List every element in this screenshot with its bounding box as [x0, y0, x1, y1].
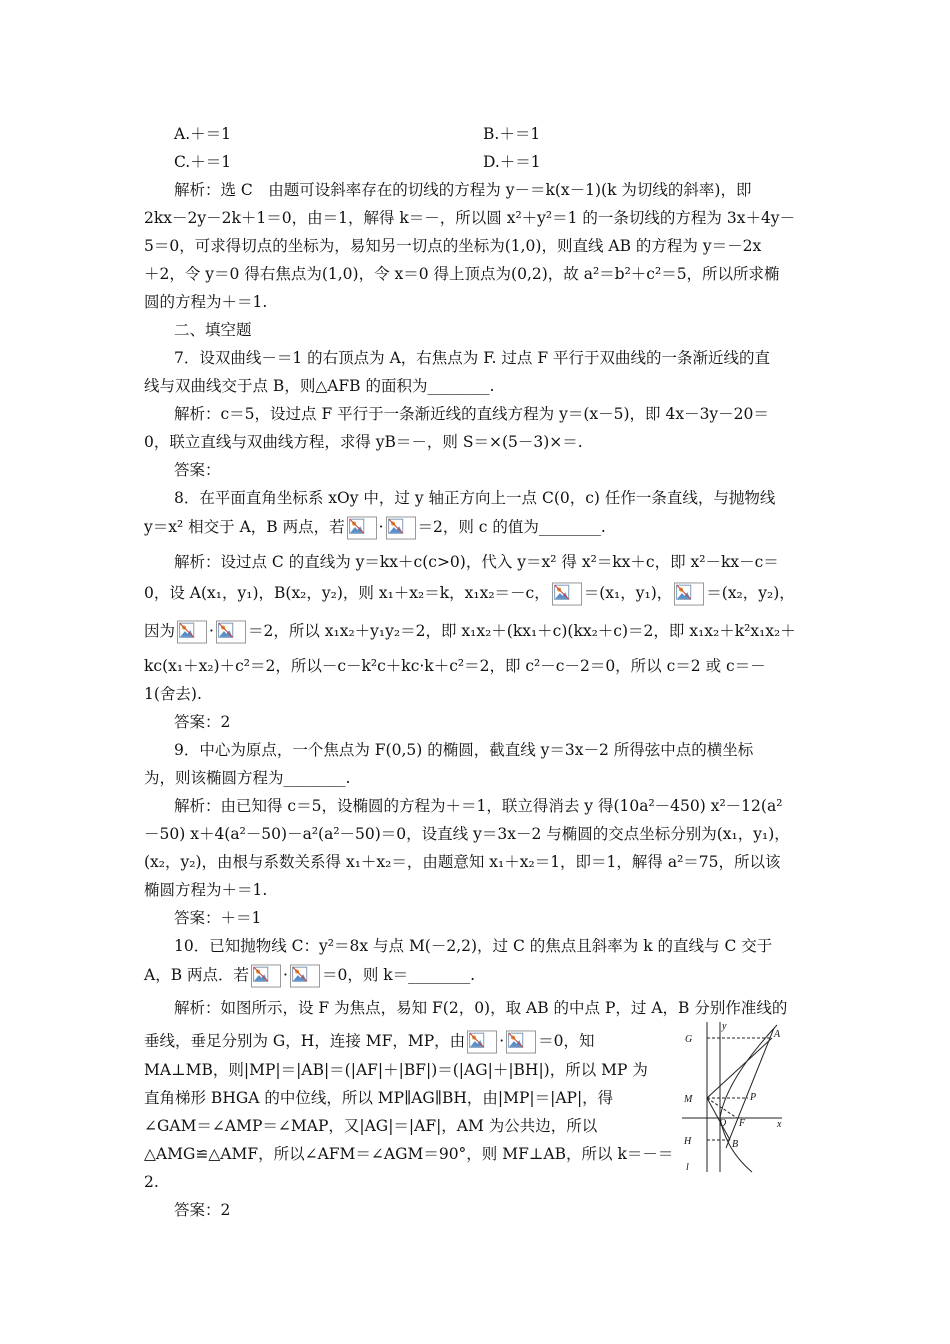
q10-solution: 直角梯形 BHGA 的中位线，所以 MP∥AG∥BH，由|MP|＝|AP|，得 [144, 1089, 614, 1107]
q10-stem [144, 964, 475, 988]
q8-solution [144, 620, 796, 644]
vector-oa-image [347, 516, 377, 540]
q7-solution: 解析：c＝5，设过点 F 平行于一条渐近线的直线方程为 y＝(x－5)，即 4x－3y－20＝ [174, 405, 769, 423]
q8-solution: 1(舍去). [144, 685, 202, 703]
q9-stem: 为，则该椭圆方程为________. [144, 769, 351, 787]
q8-stem: 8．在平面直角坐标系 xOy 中，过 y 轴正方向上一点 C(0，c) 任作一条直线，与抛物线 [174, 489, 776, 507]
label-p: P [750, 1092, 757, 1103]
q8-solution [144, 582, 795, 606]
label-a: A [774, 1029, 781, 1040]
section-title: 二、填空题 [174, 321, 252, 339]
dot-operator: · [378, 518, 384, 536]
vector-oa-image [177, 620, 207, 644]
q8-solution-text: ＝(x₁，y₁)， [583, 584, 673, 602]
vector-ma-image [467, 1030, 497, 1054]
q9-solution: 椭圆方程为＋＝1. [144, 881, 268, 899]
label-m: M [684, 1094, 693, 1105]
q8-solution-text: 0，设 A(x₁，y₁)，B(x₂，y₂)，则 x₁＋x₂＝k，x₁x₂＝－c， [144, 584, 550, 602]
vector-ob-image [216, 620, 246, 644]
label-x: x [777, 1119, 782, 1130]
q10-solution: MA⊥MB，则|MP|＝|AB|＝(|AF|＋|BF|)＝(|AG|＋|BH|)，所以 MP 为 [144, 1061, 648, 1079]
q9-solution: (x₂，y₂)，由根与系数关系得 x₁＋x₂＝，由题意知 x₁＋x₂＝1，即＝1，解得 a²＝75，所以该 [144, 853, 781, 871]
vector-mb-image [506, 1030, 536, 1054]
q6-solution-line: ＋2，令 y＝0 得右焦点为(1,0)，令 x＝0 得上顶点为(0,2)，故 a²＝b²＋c²＝5，所以所求椭 [144, 265, 780, 283]
q8-stem-text: ＝2，则 c 的值为________. [417, 518, 606, 536]
q10-solution-text: ＝0，知 [538, 1032, 595, 1050]
label-o: O [719, 1118, 727, 1129]
q10-stem: 10．已知抛物线 C：y²＝8x 与点 M(－2,2)，过 C 的焦点且斜率为 k 的直线与 C 交于 [174, 937, 773, 955]
label-y: y [722, 1021, 727, 1032]
vector-ob-image [674, 582, 704, 606]
q6-solution-line: 圆的方程为＋＝1. [144, 293, 268, 311]
q8-stem-text: y＝x² 相交于 A，B 两点，若 [144, 518, 345, 536]
q7-stem: 线与双曲线交于点 B，则△AFB 的面积为________. [144, 377, 495, 395]
q6-solution-line: 2kx－2y－2k＋1＝0，由＝1，解得 k＝－，所以圆 x²＋y²＝1 的一条切线的方程为 3x＋4y－ [144, 209, 796, 227]
option-b: B.＋＝1 [483, 125, 541, 143]
q10-solution: △AMG≌△AMF，所以∠AFM＝∠AGM＝90°，则 MF⊥AB，所以 k＝－＝ [144, 1145, 674, 1163]
label-h: H [684, 1136, 692, 1147]
vector-ma-image [251, 964, 281, 988]
q9-solution: 解析：由已知得 c＝5，设椭圆的方程为＋＝1，联立得消去 y 得(10a²－450) x²－12(a² [174, 797, 783, 815]
q10-stem-text: ＝0，则 k＝________. [321, 966, 476, 984]
q8-solution: 解析：设过点 C 的直线为 y＝kx＋c(c>0)，代入 y＝x² 得 x²＝kx＋c，即 x²－kx－c＝ [174, 553, 779, 571]
q9-stem: 9．中心为原点，一个焦点为 F(0,5) 的椭圆，截直线 y＝3x－2 所得弦中点的横坐标 [174, 741, 754, 759]
q8-solution-text: 因为 [144, 622, 176, 640]
q10-solution: 2. [144, 1173, 159, 1191]
vector-ob-image [386, 516, 416, 540]
q10-solution-text: 垂线，垂足分别为 G，H，连接 MF，MP，由 [144, 1032, 466, 1050]
q6-solution-line: 解析：选 C 由题可设斜率存在的切线的方程为 y－＝k(x－1)(k 为切线的斜率)，即 [174, 181, 752, 199]
label-b: B [732, 1139, 739, 1150]
dot-operator: · [209, 622, 214, 640]
q10-solution: ∠GAM＝∠AMP＝∠MAP，又|AG|＝|AF|，AM 为公共边，所以 [144, 1117, 598, 1135]
q8-answer: 答案：2 [174, 713, 231, 731]
q10-solution [144, 1030, 595, 1054]
vector-oa-image [552, 582, 582, 606]
label-g: G [685, 1034, 693, 1045]
q7-stem: 7．设双曲线－＝1 的右顶点为 A，右焦点为 F. 过点 F 平行于双曲线的一条渐近线的直 [174, 349, 771, 367]
q8-solution-text: ＝2，所以 x₁x₂＋y₁y₂＝2，即 x₁x₂＋(kx₁＋c)(kx₂＋c)＝2，即 x₁x₂＋k²x₁x₂＋ [247, 622, 796, 640]
q7-answer: 答案： [174, 461, 221, 479]
option-a: A.＋＝1 [174, 125, 231, 143]
q9-solution: －50) x＋4(a²－50)－a²(a²－50)＝0，设直线 y＝3x－2 与椭圆的交点坐标分别为(x₁，y₁)， [144, 825, 790, 843]
q7-solution: 0，联立直线与双曲线方程，求得 yB＝－，则 S＝×(5－3)×＝. [144, 433, 583, 451]
option-d: D.＋＝1 [483, 153, 541, 171]
label-l: l [686, 1162, 689, 1173]
q10-solution: 解析：如图所示，设 F 为焦点，易知 F(2，0)，取 AB 的中点 P，过 A，B 分别作准线的 [174, 999, 788, 1017]
option-c: C.＋＝1 [174, 153, 232, 171]
q10-answer: 答案：2 [174, 1201, 231, 1219]
q8-stem [144, 516, 606, 540]
dot-operator: · [283, 966, 288, 984]
vector-mb-image [290, 964, 320, 988]
q9-answer: 答案：＋＝1 [174, 909, 262, 927]
label-f: F [739, 1118, 746, 1129]
dot-operator: · [499, 1032, 505, 1050]
q6-solution-line: 5＝0，可求得切点的坐标为，易知另一切点的坐标为(1,0)，则直线 AB 的方程为 y＝－2x [144, 237, 762, 255]
q10-stem-text: A，B 两点．若 [144, 966, 250, 984]
parabola-figure [682, 1020, 792, 1175]
q8-solution-text: ＝(x₂，y₂)， [706, 584, 795, 602]
q8-solution: kc(x₁＋x₂)＋c²＝2，所以－c－k²c＋kc·k＋c²＝2，即 c²－c－2＝0，所以 c＝2 或 c＝－ [144, 657, 766, 675]
